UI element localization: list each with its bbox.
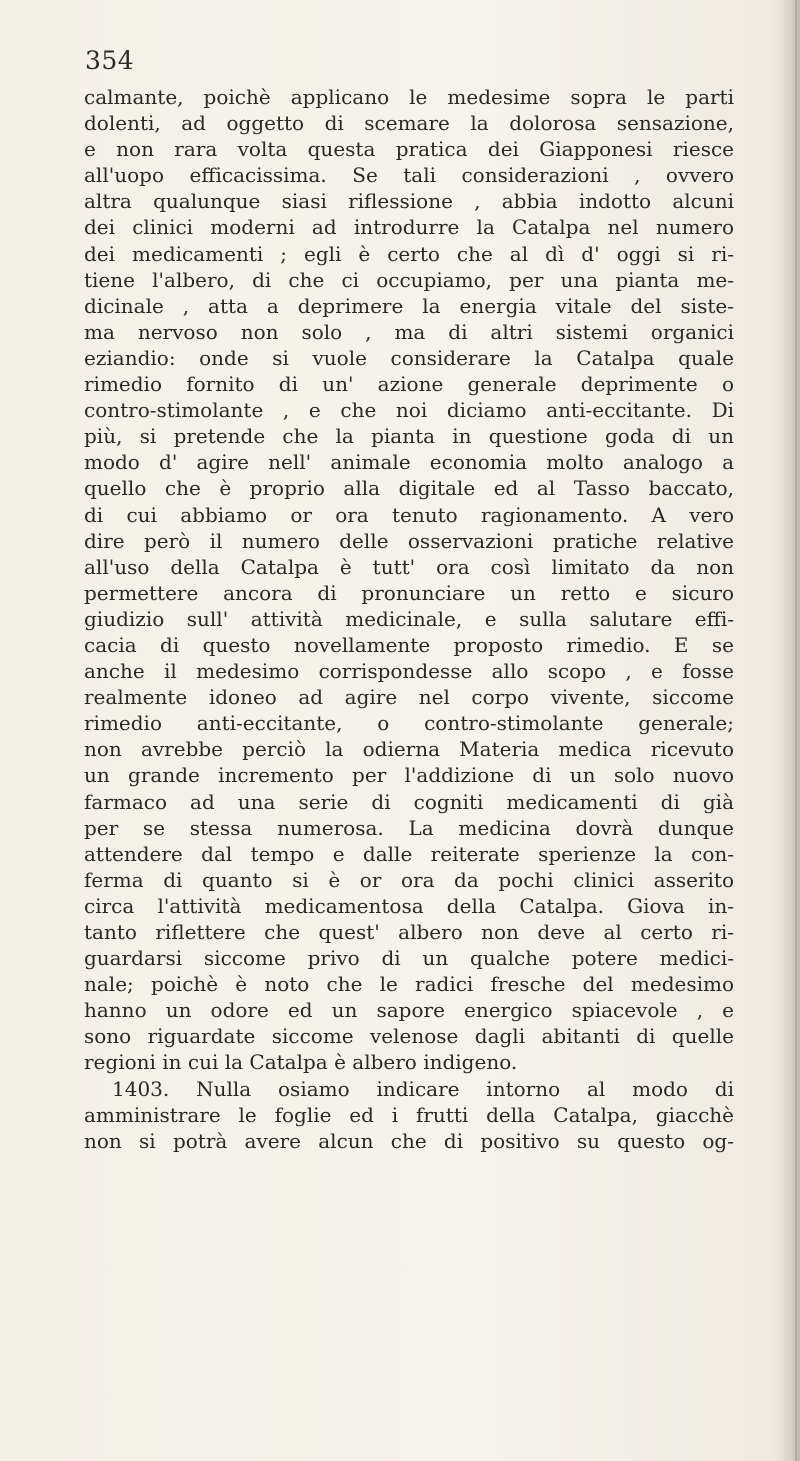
text-line: all'uso della Catalpa è tutt' ora così limitato da non	[84, 554, 734, 579]
text-line: hanno un odore ed un sapore energico spiacevole , e	[84, 998, 734, 1023]
text-line: sono riguardate siccome velenose dagli abitanti di quelle	[84, 1024, 734, 1049]
text-line: farmaco ad una serie di cogniti medicamenti di già	[84, 789, 734, 814]
text-line: circa l'attività medicamentosa della Catalpa. Giova in-	[84, 893, 734, 918]
text-line: dire però il numero delle osservazioni pratiche relative	[84, 528, 734, 553]
page-edge-line	[795, 0, 797, 1461]
text-line: per se stessa numerosa. La medicina dovrà dunque	[84, 815, 734, 840]
text-line: permettere ancora di pronunciare un retto e sicuro	[84, 580, 734, 605]
text-line: anche il medesimo corrispondesse allo scopo , e fosse	[84, 659, 734, 684]
text-line: cacia di questo novellamente proposto rimedio. E se	[84, 632, 734, 657]
text-line: più, si pretende che la pianta in questione goda di un	[84, 424, 734, 449]
text-line: eziandio: onde si vuole considerare la Catalpa quale	[84, 345, 734, 370]
text-line: tiene l'albero, di che ci occupiamo, per una pianta me-	[84, 267, 734, 292]
text-line: giudizio sull' attività medicinale, e sulla salutare effi-	[84, 606, 734, 631]
text-line: quello che è proprio alla digitale ed al Tasso baccato,	[84, 476, 734, 501]
text-line: di cui abbiamo or ora tenuto ragionamento. A vero	[84, 502, 734, 527]
text-line: nale; poichè è noto che le radici fresche del medesimo	[84, 972, 734, 997]
text-line: 1403. Nulla osiamo indicare intorno al modo di	[112, 1076, 734, 1101]
text-line: altra qualunque siasi riflessione , abbia indotto alcuni	[84, 189, 734, 214]
text-line: contro-stimolante , e che noi diciamo anti-eccitante. Di	[84, 398, 734, 423]
text-line: rimedio anti-eccitante, o contro-stimolante generale;	[84, 711, 734, 736]
text-line: dolenti, ad oggetto di scemare la dolorosa sensazione,	[84, 111, 734, 136]
page-number: 354	[85, 46, 135, 75]
text-line: dei medicamenti ; egli è certo che al dì d' oggi si ri-	[84, 241, 734, 266]
text-line: guardarsi siccome privo di un qualche potere medici-	[84, 946, 734, 971]
text-line: regioni in cui la Catalpa è albero indigeno.	[84, 1050, 518, 1075]
text-line: un grande incremento per l'addizione di un solo nuovo	[84, 763, 734, 788]
text-line: non avrebbe perciò la odierna Materia medica ricevuto	[84, 737, 734, 762]
text-line: ma nervoso non solo , ma di altri sistemi organici	[84, 319, 734, 344]
text-line: amministrare le foglie ed i frutti della Catalpa, giacchè	[84, 1102, 734, 1127]
text-line: non si potrà avere alcun che di positivo su questo og-	[84, 1128, 734, 1153]
text-line: modo d' agire nell' animale economia molto analogo a	[84, 450, 734, 475]
text-line: realmente idoneo ad agire nel corpo vivente, siccome	[84, 685, 734, 710]
text-line: dei clinici moderni ad introdurre la Catalpa nel numero	[84, 215, 734, 240]
text-line: e non rara volta questa pratica dei Giapponesi riesce	[84, 137, 734, 162]
text-line: calmante, poichè applicano le medesime sopra le parti	[84, 85, 734, 109]
text-line: ferma di quanto si è or ora da pochi clinici asserito	[84, 867, 734, 892]
body-text	[84, 84, 734, 1154]
text-line: tanto riflettere che quest' albero non deve al certo ri-	[84, 920, 734, 944]
text-line: attendere dal tempo e dalle reiterate sperienze la con-	[84, 841, 734, 866]
text-line: rimedio fornito di un' azione generale deprimente o	[84, 372, 734, 397]
text-line: all'uopo efficacissima. Se tali considerazioni , ovvero	[84, 163, 734, 188]
text-line: dicinale , atta a deprimere la energia vitale del siste-	[84, 293, 734, 318]
